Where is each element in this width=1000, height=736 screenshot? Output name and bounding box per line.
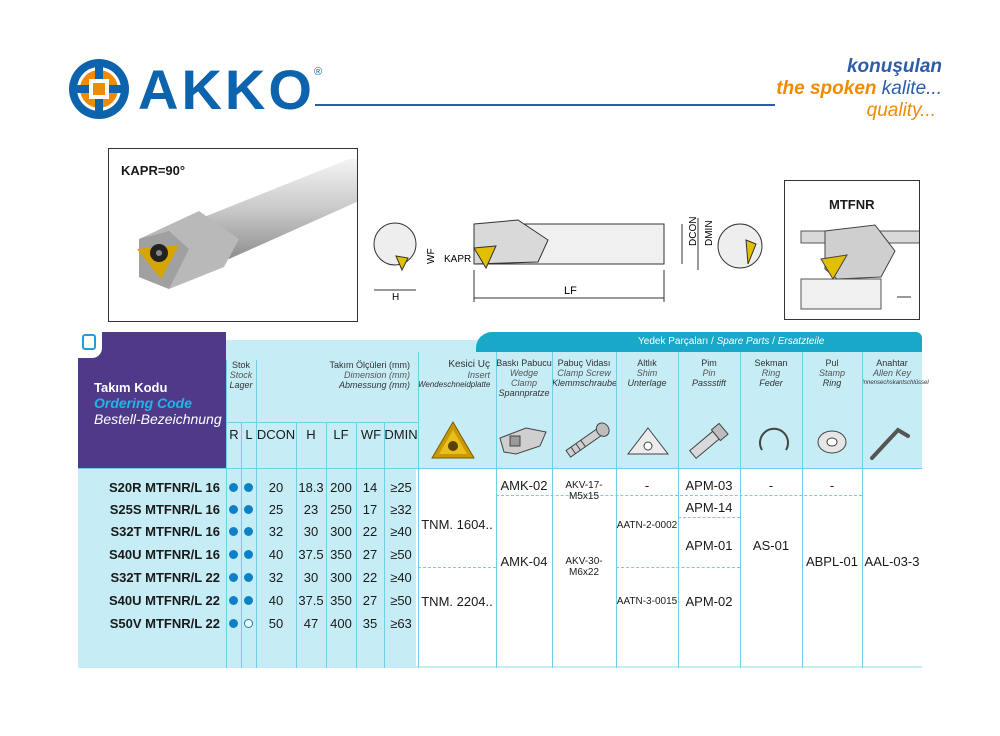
slogan-line-2 [776, 78, 942, 100]
row-divider [418, 567, 496, 568]
pin-apm-14: APM-14 [685, 500, 733, 515]
akko-logo [68, 58, 328, 122]
stock-available-dot [244, 596, 253, 605]
tool-photo [108, 148, 358, 322]
mtfnr-detail-icon [785, 181, 920, 320]
code-title-tr: Takım Kodu [94, 380, 168, 395]
stock-de: Lager [229, 380, 253, 390]
cell-h: 37.5 [298, 593, 324, 608]
cell-lf: 300 [330, 570, 352, 585]
spare-header-de: Spannpratze [498, 388, 550, 398]
divider [862, 352, 863, 668]
spare-header-tr: Baskı Pabucu [496, 358, 552, 368]
cell-dcon: 40 [268, 547, 284, 562]
slogan-line-1: konuşulan [846, 56, 942, 77]
label-lf: LF [564, 285, 577, 297]
spare-header-de: Ring [822, 378, 842, 388]
spare-en: Spare Parts [716, 336, 770, 347]
stamp-icon [812, 426, 852, 458]
cell-wf: 27 [362, 547, 378, 562]
row-divider [678, 517, 740, 518]
stock-unavailable-dot [244, 619, 253, 628]
stock-available-dot [229, 596, 238, 605]
technical-drawing [368, 200, 770, 308]
cell-lf: 200 [330, 480, 352, 495]
cell-dcon: 32 [268, 570, 284, 585]
cell-h: 30 [303, 570, 319, 585]
spare-header-clamp-screw [552, 358, 616, 388]
dims-tr: Takım Ölçüleri (mm) [329, 360, 410, 370]
col-l: L [245, 427, 253, 442]
divider [418, 352, 419, 668]
pin-icon [684, 422, 734, 460]
cell-lf: 250 [330, 502, 352, 517]
cell-dmin: ≥40 [390, 524, 412, 539]
stock-available-dot [244, 527, 253, 536]
spare-header-en: Stamp [818, 368, 845, 378]
label-h: H [392, 292, 400, 303]
stock-available-dot [229, 550, 238, 559]
spare-header-en: Ring [761, 368, 781, 378]
key-aal-03-3: AAL-03-3 [864, 554, 920, 569]
cell-lf: 350 [330, 547, 352, 562]
mtfnr-detail [784, 180, 920, 320]
dims-de: Abmessung (mm) [338, 380, 410, 390]
stamp-abpl-01: ABPL-01 [805, 554, 859, 569]
pin-apm-01: APM-01 [685, 538, 733, 553]
row-divider [616, 567, 740, 568]
cell-dmin: ≥50 [390, 593, 412, 608]
cell-dmin: ≥63 [390, 616, 412, 631]
spare-header-en: Shim [636, 368, 658, 378]
clamp-screw-icon [560, 420, 616, 460]
divider [78, 468, 922, 469]
dims-header [260, 360, 416, 390]
clamp-amk-04: AMK-04 [500, 554, 548, 569]
code-title [94, 380, 222, 427]
stock-available-dot [229, 505, 238, 514]
cell-lf: 350 [330, 593, 352, 608]
pin-apm-02: APM-02 [685, 594, 733, 609]
spare-sep-1: / [708, 336, 717, 347]
shim-icon [626, 426, 670, 458]
header-tab [78, 332, 102, 358]
table-row [78, 545, 418, 565]
divider [740, 352, 741, 668]
cell-dcon: 40 [268, 593, 284, 608]
stock-available-dot [244, 505, 253, 514]
spare-header-de: Feder [759, 378, 783, 388]
table-row [78, 568, 418, 588]
divider [496, 352, 497, 668]
cell-dcon: 25 [268, 502, 284, 517]
table-row [78, 522, 418, 542]
cell-wf: 35 [362, 616, 378, 631]
cell-wf: 17 [362, 502, 378, 517]
brand-name: AKKO [138, 58, 315, 121]
cell-dcon: 20 [268, 480, 284, 495]
cell-lf: 400 [330, 616, 352, 631]
clamp-amk-02: AMK-02 [500, 478, 548, 493]
cell-dmin: ≥32 [390, 502, 412, 517]
slogan-line-3: quality... [866, 100, 936, 121]
spare-header-tr: Pul [825, 358, 839, 368]
spare-header-wedge-clamp [496, 358, 552, 398]
label-dcon: DCON [688, 216, 699, 246]
cell-h: 23 [303, 502, 319, 517]
header-rule [315, 104, 775, 106]
mtfnr-title: MTFNR [829, 197, 875, 212]
spare-header-allen-key [862, 358, 929, 388]
cell-h: 30 [303, 524, 319, 539]
spare-header-ring [740, 358, 802, 388]
spare-header-tr: Sekman [754, 358, 788, 368]
spare-header-de: Innensechskantschlüssel [862, 380, 929, 386]
kapr-label: KAPR=90° [121, 163, 186, 178]
stock-available-dot [244, 550, 253, 559]
ordering-code: S25S MTFNR/L 16 [109, 502, 220, 517]
table-row [78, 614, 418, 634]
code-header [78, 332, 226, 468]
cell-dmin: ≥40 [390, 570, 412, 585]
stock-available-dot [229, 527, 238, 536]
insert-tr: Kesici Uç [448, 359, 490, 370]
col-dmin: DMIN [384, 427, 418, 442]
code-title-en: Ordering Code [94, 395, 193, 411]
spare-header-tr: Pim [701, 358, 717, 368]
insert-tnm-2204: TNM. 2204.. [421, 594, 493, 609]
spare-sep-2: / [769, 336, 778, 347]
table-row [78, 478, 418, 498]
ordering-code: S50V MTFNR/L 22 [109, 616, 220, 631]
spare-header-en: Wedge Clamp [509, 368, 539, 388]
divider [616, 352, 617, 668]
label-kapr: KAPR [444, 254, 472, 265]
label-dmin: DMIN [704, 220, 715, 246]
dims-en: Dimension (mm) [343, 370, 410, 380]
cell-wf: 22 [362, 524, 378, 539]
cell-wf: 14 [362, 480, 378, 495]
akko-emblem-icon [68, 58, 130, 120]
stamp-none: - [829, 478, 835, 493]
cell-h: 47 [303, 616, 319, 631]
cell-dmin: ≥25 [390, 480, 412, 495]
stock-available-dot [244, 573, 253, 582]
table-tab-icon [82, 334, 96, 350]
triangle-insert-icon [430, 420, 476, 460]
boring-bar-photo-icon [109, 149, 358, 322]
stock-available-dot [229, 483, 238, 492]
col-wf: WF [360, 427, 382, 442]
cell-dmin: ≥50 [390, 547, 412, 562]
insert-en: Insert [467, 370, 490, 380]
spare-header-pin [678, 358, 740, 388]
table-row [78, 591, 418, 611]
spare-header-en: Allen Key [872, 368, 912, 378]
cell-wf: 22 [362, 570, 378, 585]
cell-lf: 300 [330, 524, 352, 539]
ordering-code: S32T MTFNR/L 22 [110, 570, 220, 585]
spare-header-shim [616, 358, 678, 388]
divider [802, 352, 803, 668]
shim-aatn-3: AATN-3-0015 [616, 596, 678, 607]
ring-as-01: AS-01 [752, 538, 790, 553]
label-wf: WF [426, 248, 437, 264]
col-dcon: DCON [256, 427, 296, 442]
spare-de: Ersatzteile [777, 336, 825, 347]
row-divider [496, 495, 862, 496]
spare-header-tr: Anahtar [876, 358, 908, 368]
ring-none: - [768, 478, 774, 493]
cell-h: 18.3 [298, 480, 324, 495]
code-title-de: Bestell-Bezeichnung [94, 411, 222, 427]
screw-akv-30: AKV-30-M6x22 [565, 556, 603, 578]
cell-dcon: 50 [268, 616, 284, 631]
shim-none: - [644, 478, 650, 493]
spare-header-en: Pin [702, 368, 716, 378]
col-lf: LF [333, 427, 349, 442]
pin-apm-03: APM-03 [685, 478, 733, 493]
stock-tr: Stok [231, 360, 250, 370]
divider [552, 352, 553, 668]
spare-header-en: Clamp Screw [557, 368, 611, 378]
cell-dcon: 32 [268, 524, 284, 539]
cell-h: 37.5 [298, 547, 324, 562]
divider [226, 422, 418, 423]
spare-header-tr: Pabuç Vidası [557, 358, 611, 368]
spare-parts-title [638, 336, 922, 347]
insert-tnm-1604: TNM. 1604.. [421, 517, 493, 532]
spare-header-tr: Altlık [637, 358, 657, 368]
spare-header-de: Klemmschraube [552, 378, 618, 388]
slogan-kalite: kalite... [876, 78, 942, 99]
stock-available-dot [229, 619, 238, 628]
shim-aatn-2: AATN-2-0002 [616, 520, 678, 531]
ring-icon [754, 424, 794, 460]
allen-key-icon [868, 422, 912, 462]
table-row [78, 500, 418, 520]
insert-de: Wendeschneidplatte [418, 380, 491, 389]
stock-available-dot [229, 573, 238, 582]
slogan [776, 56, 942, 122]
spare-header-de: Passstift [691, 378, 726, 388]
col-r: R [229, 427, 239, 442]
ordering-code: S20R MTFNR/L 16 [108, 480, 220, 495]
stock-en: Stock [229, 370, 253, 380]
ordering-code: S32T MTFNR/L 16 [110, 524, 220, 539]
registered-mark: ® [314, 66, 323, 78]
slogan-spoken: the spoken [776, 78, 877, 99]
spare-header-stamp [802, 358, 862, 388]
wedge-clamp-icon [496, 424, 550, 458]
spare-header-de: Unterlage [627, 378, 667, 388]
ordering-code: S40U MTFNR/L 16 [108, 547, 220, 562]
stock-header [226, 360, 256, 390]
ordering-code: S40U MTFNR/L 22 [108, 593, 220, 608]
spare-tr: Yedek Parçaları [638, 336, 709, 347]
stock-available-dot [244, 483, 253, 492]
cell-wf: 27 [362, 593, 378, 608]
product-table [78, 332, 929, 668]
col-h: H [306, 427, 316, 442]
insert-header [418, 360, 494, 390]
screw-akv-17: AKV-17-M5x15 [565, 480, 603, 502]
